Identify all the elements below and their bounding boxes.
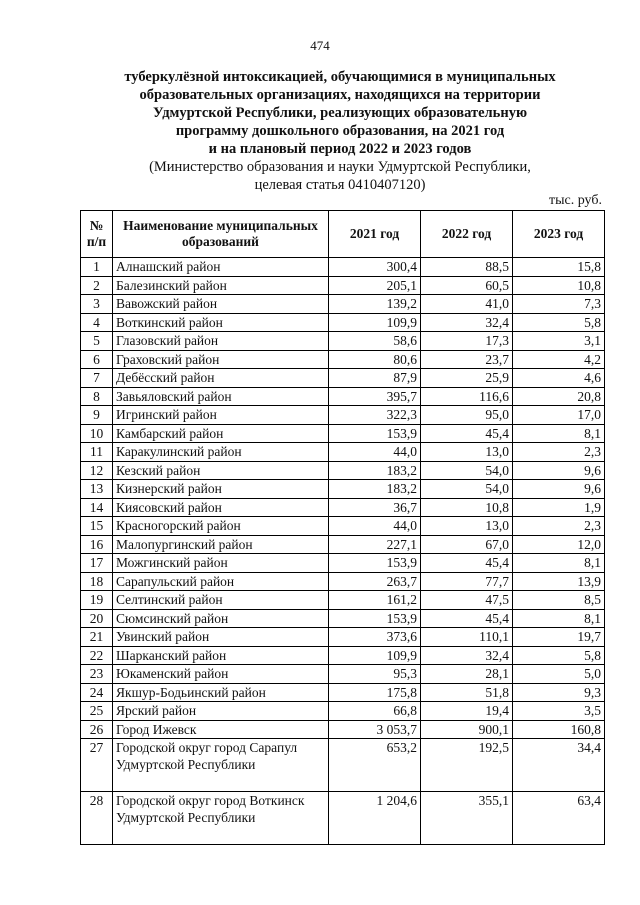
municipality-name: Вавожский район xyxy=(113,295,329,314)
row-number: 22 xyxy=(81,646,113,665)
municipality-name: Алнашский район xyxy=(113,258,329,277)
municipality-name: Сюмсинский район xyxy=(113,609,329,628)
value-2022: 54,0 xyxy=(421,480,513,499)
header-2022: 2022 год xyxy=(421,211,513,258)
table-row xyxy=(81,461,605,480)
table-row xyxy=(81,683,605,702)
value-2023: 13,9 xyxy=(513,572,605,591)
row-number: 10 xyxy=(81,424,113,443)
value-2022: 60,5 xyxy=(421,276,513,295)
value-2022: 28,1 xyxy=(421,665,513,684)
row-number: 24 xyxy=(81,683,113,702)
row-number: 20 xyxy=(81,609,113,628)
municipality-name: Граховский район xyxy=(113,350,329,369)
value-2022: 88,5 xyxy=(421,258,513,277)
value-2021: 3 053,7 xyxy=(329,720,421,739)
row-number: 7 xyxy=(81,369,113,388)
municipality-name: Городской округ город Сарапул Удмуртской Республики xyxy=(113,739,329,792)
value-2023: 63,4 xyxy=(513,792,605,845)
table-row xyxy=(81,295,605,314)
row-number: 27 xyxy=(81,739,113,792)
value-2022: 13,0 xyxy=(421,443,513,462)
table-row xyxy=(81,646,605,665)
value-2023: 10,8 xyxy=(513,276,605,295)
row-number: 19 xyxy=(81,591,113,610)
value-2023: 8,1 xyxy=(513,609,605,628)
row-number: 12 xyxy=(81,461,113,480)
value-2023: 9,6 xyxy=(513,480,605,499)
table-row xyxy=(81,665,605,684)
value-2021: 87,9 xyxy=(329,369,421,388)
value-2021: 109,9 xyxy=(329,646,421,665)
row-number: 18 xyxy=(81,572,113,591)
value-2023: 160,8 xyxy=(513,720,605,739)
row-number: 16 xyxy=(81,535,113,554)
value-2021: 36,7 xyxy=(329,498,421,517)
value-2022: 110,1 xyxy=(421,628,513,647)
municipality-name: Сарапульский район xyxy=(113,572,329,591)
row-number: 26 xyxy=(81,720,113,739)
value-2022: 19,4 xyxy=(421,702,513,721)
value-2021: 175,8 xyxy=(329,683,421,702)
table-row xyxy=(81,350,605,369)
value-2023: 8,5 xyxy=(513,591,605,610)
value-2023: 12,0 xyxy=(513,535,605,554)
table-row xyxy=(81,572,605,591)
units-label: тыс. руб. xyxy=(549,193,602,208)
title-line: и на плановый период 2022 и 2023 годов xyxy=(208,141,472,157)
municipality-name: Город Ижевск xyxy=(113,720,329,739)
value-2021: 1 204,6 xyxy=(329,792,421,845)
title-line: образовательных организациях, находящихся на территории xyxy=(139,87,541,103)
value-2023: 5,8 xyxy=(513,313,605,332)
value-2022: 45,4 xyxy=(421,554,513,573)
row-number: 8 xyxy=(81,387,113,406)
value-2021: 66,8 xyxy=(329,702,421,721)
value-2022: 32,4 xyxy=(421,646,513,665)
value-2021: 153,9 xyxy=(329,554,421,573)
table-row xyxy=(81,702,605,721)
value-2021: 44,0 xyxy=(329,517,421,536)
value-2023: 20,8 xyxy=(513,387,605,406)
value-2023: 4,2 xyxy=(513,350,605,369)
value-2022: 54,0 xyxy=(421,461,513,480)
value-2021: 205,1 xyxy=(329,276,421,295)
row-number: 17 xyxy=(81,554,113,573)
value-2022: 13,0 xyxy=(421,517,513,536)
municipality-name: Якшур-Бодьинский район xyxy=(113,683,329,702)
municipality-name: Кезский район xyxy=(113,461,329,480)
budget-table xyxy=(80,210,605,845)
municipality-name: Игринский район xyxy=(113,406,329,425)
municipality-name: Шарканский район xyxy=(113,646,329,665)
municipality-name: Увинский район xyxy=(113,628,329,647)
table-row xyxy=(81,424,605,443)
row-number: 1 xyxy=(81,258,113,277)
value-2021: 653,2 xyxy=(329,739,421,792)
municipality-name: Красногорский район xyxy=(113,517,329,536)
municipality-name: Киясовский район xyxy=(113,498,329,517)
row-number: 15 xyxy=(81,517,113,536)
table-row xyxy=(81,554,605,573)
value-2023: 17,0 xyxy=(513,406,605,425)
row-number: 13 xyxy=(81,480,113,499)
value-2022: 41,0 xyxy=(421,295,513,314)
row-number: 28 xyxy=(81,792,113,845)
row-number: 2 xyxy=(81,276,113,295)
table-body xyxy=(81,258,605,845)
value-2021: 80,6 xyxy=(329,350,421,369)
row-number: 3 xyxy=(81,295,113,314)
value-2023: 3,1 xyxy=(513,332,605,351)
value-2021: 183,2 xyxy=(329,461,421,480)
header-num: № п/п xyxy=(81,211,113,258)
value-2023: 15,8 xyxy=(513,258,605,277)
table-row xyxy=(81,387,605,406)
value-2023: 9,3 xyxy=(513,683,605,702)
value-2021: 44,0 xyxy=(329,443,421,462)
value-2021: 300,4 xyxy=(329,258,421,277)
title-line: Удмуртской Республики, реализующих образовательную xyxy=(152,105,528,121)
header-2021: 2021 год xyxy=(329,211,421,258)
value-2023: 9,6 xyxy=(513,461,605,480)
value-2022: 116,6 xyxy=(421,387,513,406)
value-2023: 5,0 xyxy=(513,665,605,684)
table-row xyxy=(81,313,605,332)
table-row xyxy=(81,535,605,554)
row-number: 6 xyxy=(81,350,113,369)
value-2021: 161,2 xyxy=(329,591,421,610)
value-2022: 45,4 xyxy=(421,424,513,443)
value-2022: 355,1 xyxy=(421,792,513,845)
municipality-name: Камбарский район xyxy=(113,424,329,443)
value-2023: 19,7 xyxy=(513,628,605,647)
table-row xyxy=(81,628,605,647)
value-2023: 8,1 xyxy=(513,424,605,443)
value-2021: 395,7 xyxy=(329,387,421,406)
value-2021: 183,2 xyxy=(329,480,421,499)
value-2022: 192,5 xyxy=(421,739,513,792)
value-2022: 47,5 xyxy=(421,591,513,610)
value-2023: 3,5 xyxy=(513,702,605,721)
row-number: 23 xyxy=(81,665,113,684)
municipality-name: Можгинский район xyxy=(113,554,329,573)
municipality-name: Глазовский район xyxy=(113,332,329,351)
value-2022: 900,1 xyxy=(421,720,513,739)
row-number: 25 xyxy=(81,702,113,721)
page-number: 474 xyxy=(310,38,330,53)
value-2021: 58,6 xyxy=(329,332,421,351)
table-row xyxy=(81,443,605,462)
value-2021: 227,1 xyxy=(329,535,421,554)
header-name: Наименование муниципальных образований xyxy=(113,211,329,258)
value-2023: 1,9 xyxy=(513,498,605,517)
value-2022: 77,7 xyxy=(421,572,513,591)
municipality-name: Каракулинский район xyxy=(113,443,329,462)
value-2023: 4,6 xyxy=(513,369,605,388)
table-row xyxy=(81,498,605,517)
value-2021: 109,9 xyxy=(329,313,421,332)
value-2023: 2,3 xyxy=(513,517,605,536)
value-2022: 95,0 xyxy=(421,406,513,425)
table-row xyxy=(81,720,605,739)
municipality-name: Юкаменский район xyxy=(113,665,329,684)
title-line: программу дошкольного образования, на 2021 год xyxy=(175,123,505,139)
table-row xyxy=(81,406,605,425)
subtitle-line: целевая статья 0410407120) xyxy=(254,177,426,193)
value-2021: 322,3 xyxy=(329,406,421,425)
row-number: 11 xyxy=(81,443,113,462)
table-row xyxy=(81,517,605,536)
table-row xyxy=(81,276,605,295)
value-2023: 2,3 xyxy=(513,443,605,462)
row-number: 4 xyxy=(81,313,113,332)
table-row xyxy=(81,369,605,388)
municipality-name: Селтинский район xyxy=(113,591,329,610)
table-row xyxy=(81,792,605,845)
value-2021: 139,2 xyxy=(329,295,421,314)
value-2023: 34,4 xyxy=(513,739,605,792)
value-2022: 17,3 xyxy=(421,332,513,351)
municipality-name: Кизнерский район xyxy=(113,480,329,499)
title-line: туберкулёзной интоксикацией, обучающимися в муниципальных xyxy=(124,69,556,85)
row-number: 14 xyxy=(81,498,113,517)
value-2022: 10,8 xyxy=(421,498,513,517)
municipality-name: Городской округ город Воткинск Удмуртской Республики xyxy=(113,792,329,845)
municipality-name: Завьяловский район xyxy=(113,387,329,406)
table-row xyxy=(81,480,605,499)
value-2021: 373,6 xyxy=(329,628,421,647)
subtitle-line: (Министерство образования и науки Удмуртской Республики, xyxy=(149,159,531,175)
value-2022: 51,8 xyxy=(421,683,513,702)
value-2022: 23,7 xyxy=(421,350,513,369)
table-row xyxy=(81,591,605,610)
value-2023: 8,1 xyxy=(513,554,605,573)
municipality-name: Малопургинский район xyxy=(113,535,329,554)
value-2023: 5,8 xyxy=(513,646,605,665)
value-2022: 32,4 xyxy=(421,313,513,332)
row-number: 5 xyxy=(81,332,113,351)
document-title xyxy=(80,68,600,194)
value-2022: 45,4 xyxy=(421,609,513,628)
header-2023: 2023 год xyxy=(513,211,605,258)
value-2021: 153,9 xyxy=(329,424,421,443)
table-row xyxy=(81,739,605,792)
municipality-name: Балезинский район xyxy=(113,276,329,295)
table-header-row xyxy=(81,211,605,258)
value-2023: 7,3 xyxy=(513,295,605,314)
table-row xyxy=(81,609,605,628)
municipality-name: Ярский район xyxy=(113,702,329,721)
value-2021: 153,9 xyxy=(329,609,421,628)
table-row xyxy=(81,258,605,277)
value-2022: 67,0 xyxy=(421,535,513,554)
row-number: 21 xyxy=(81,628,113,647)
municipality-name: Дебёсский район xyxy=(113,369,329,388)
municipality-name: Воткинский район xyxy=(113,313,329,332)
row-number: 9 xyxy=(81,406,113,425)
value-2021: 263,7 xyxy=(329,572,421,591)
value-2021: 95,3 xyxy=(329,665,421,684)
table-row xyxy=(81,332,605,351)
value-2022: 25,9 xyxy=(421,369,513,388)
